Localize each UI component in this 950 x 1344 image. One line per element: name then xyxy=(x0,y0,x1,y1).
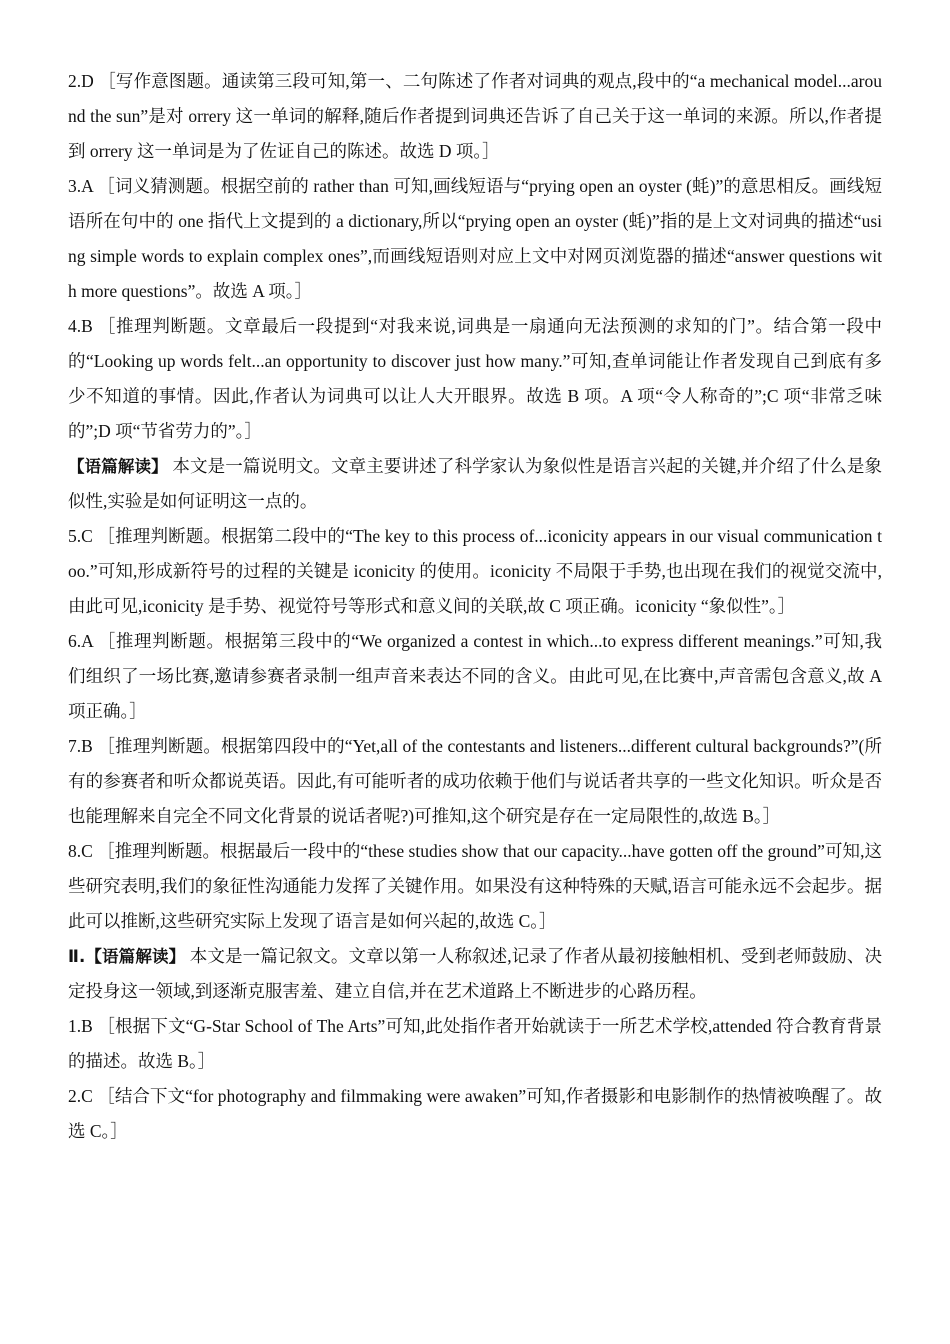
answer-7b: 7.B ［推理判断题。根据第四段中的“Yet,all of the contestants and listeners...different cultural backgrounds?”(所有的参赛者和听众都说英语。因此,有可能听者的成功依赖于他们与说话者共享的一些文化知识。听众是否也能理解来自完全不同文化背景的说话者呢?)可推知,这个研究是存在一定局限性的,故选 B。］ xyxy=(68,736,882,826)
reading-note-1 xyxy=(68,449,882,519)
answer-3a: 3.A ［词义猜测题。根据空前的 rather than 可知,画线短语与“prying open an oyster (蚝)”的意思相反。画线短语所在句中的 one 指代上文提到的 a dictionary,所以“prying open an oyster (蚝)”指的是上文对词典的描述“using simple words to explain complex ones”,而画线短语则对应上文中对网页浏览器的描述“answer questions with more questions”。故选 A 项。］ xyxy=(68,176,882,301)
answer-2d: 2.D ［写作意图题。通读第三段可知,第一、二句陈述了作者对词典的观点,段中的“a mechanical model...around the sun”是对 orrery 这一单词的解释,随后作者提到词典还告诉了自己关于这一单词的来源。所以,作者提到 orrery 这一单词是为了佐证自己的陈述。故选 D 项。］ xyxy=(68,71,882,161)
answer-8c: 8.C ［推理判断题。根据最后一段中的“these studies show that our capacity...have gotten off the ground”可知,这些研究表明,我们的象征性沟通能力发挥了关键作用。如果没有这种特殊的天赋,语言可能永远不会起步。据此可以推断,这些研究实际上发现了语言是如何兴起的,故选 C。］ xyxy=(68,841,882,931)
answer-5c: 5.C ［推理判断题。根据第二段中的“The key to this process of...iconicity appears in our visual communication too.”可知,形成新符号的过程的关键是 iconicity 的使用。iconicity 不局限于手势,也出现在我们的视觉交流中,由此可见,iconicity 是手势、视觉符号等形式和意义间的关联,故 C 项正确。iconicity “象似性”。］ xyxy=(68,526,882,616)
answer-ii-1b: 1.B ［根据下文“G-Star School of The Arts”可知,此处指作者开始就读于一所艺术学校,attended 符合教育背景的描述。故选 B。］ xyxy=(68,1016,882,1071)
reading-note-text: 本文是一篇记叙文。文章以第一人称叙述,记录了作者从最初接触相机、受到老师鼓励、决定投身这一领域,到逐渐克服害羞、建立自信,并在艺术道路上不断进步的心路历程。 xyxy=(68,946,883,1001)
answer-ii-2c: 2.C ［结合下文“for photography and filmmaking were awaken”可知,作者摄影和电影制作的热情被唤醒了。故选 C。］ xyxy=(68,1086,882,1141)
answer-6a: 6.A ［推理判断题。根据第三段中的“We organized a contest in which...to express different meanings.”可知,我们组织了一场比赛,邀请参赛者录制一组声音来表达不同的含义。由此可见,在比赛中,声音需包含意义,故 A 项正确。］ xyxy=(68,631,882,721)
reading-note-text: 本文是一篇说明文。文章主要讲述了科学家认为象似性是语言兴起的关键,并介绍了什么是象似性,实验是如何证明这一点的。 xyxy=(68,456,883,511)
answer-4b: 4.B ［推理判断题。文章最后一段提到“对我来说,词典是一扇通向无法预测的求知的门”。结合第一段中的“Looking up words felt...an opportunity to discover just how many.”可知,查单词能让作者发现自己到底有多少不知道的事情。因此,作者认为词典可以让人大开眼界。故选 B 项。A 项“令人称奇的”;C 项“非常乏味的”;D 项“节省劳力的”。］ xyxy=(68,316,882,441)
reading-note-label: 【语篇解读】 xyxy=(68,457,168,476)
reading-note-2 xyxy=(68,939,882,1009)
reading-note-label: Ⅱ.【语篇解读】 xyxy=(68,947,186,966)
